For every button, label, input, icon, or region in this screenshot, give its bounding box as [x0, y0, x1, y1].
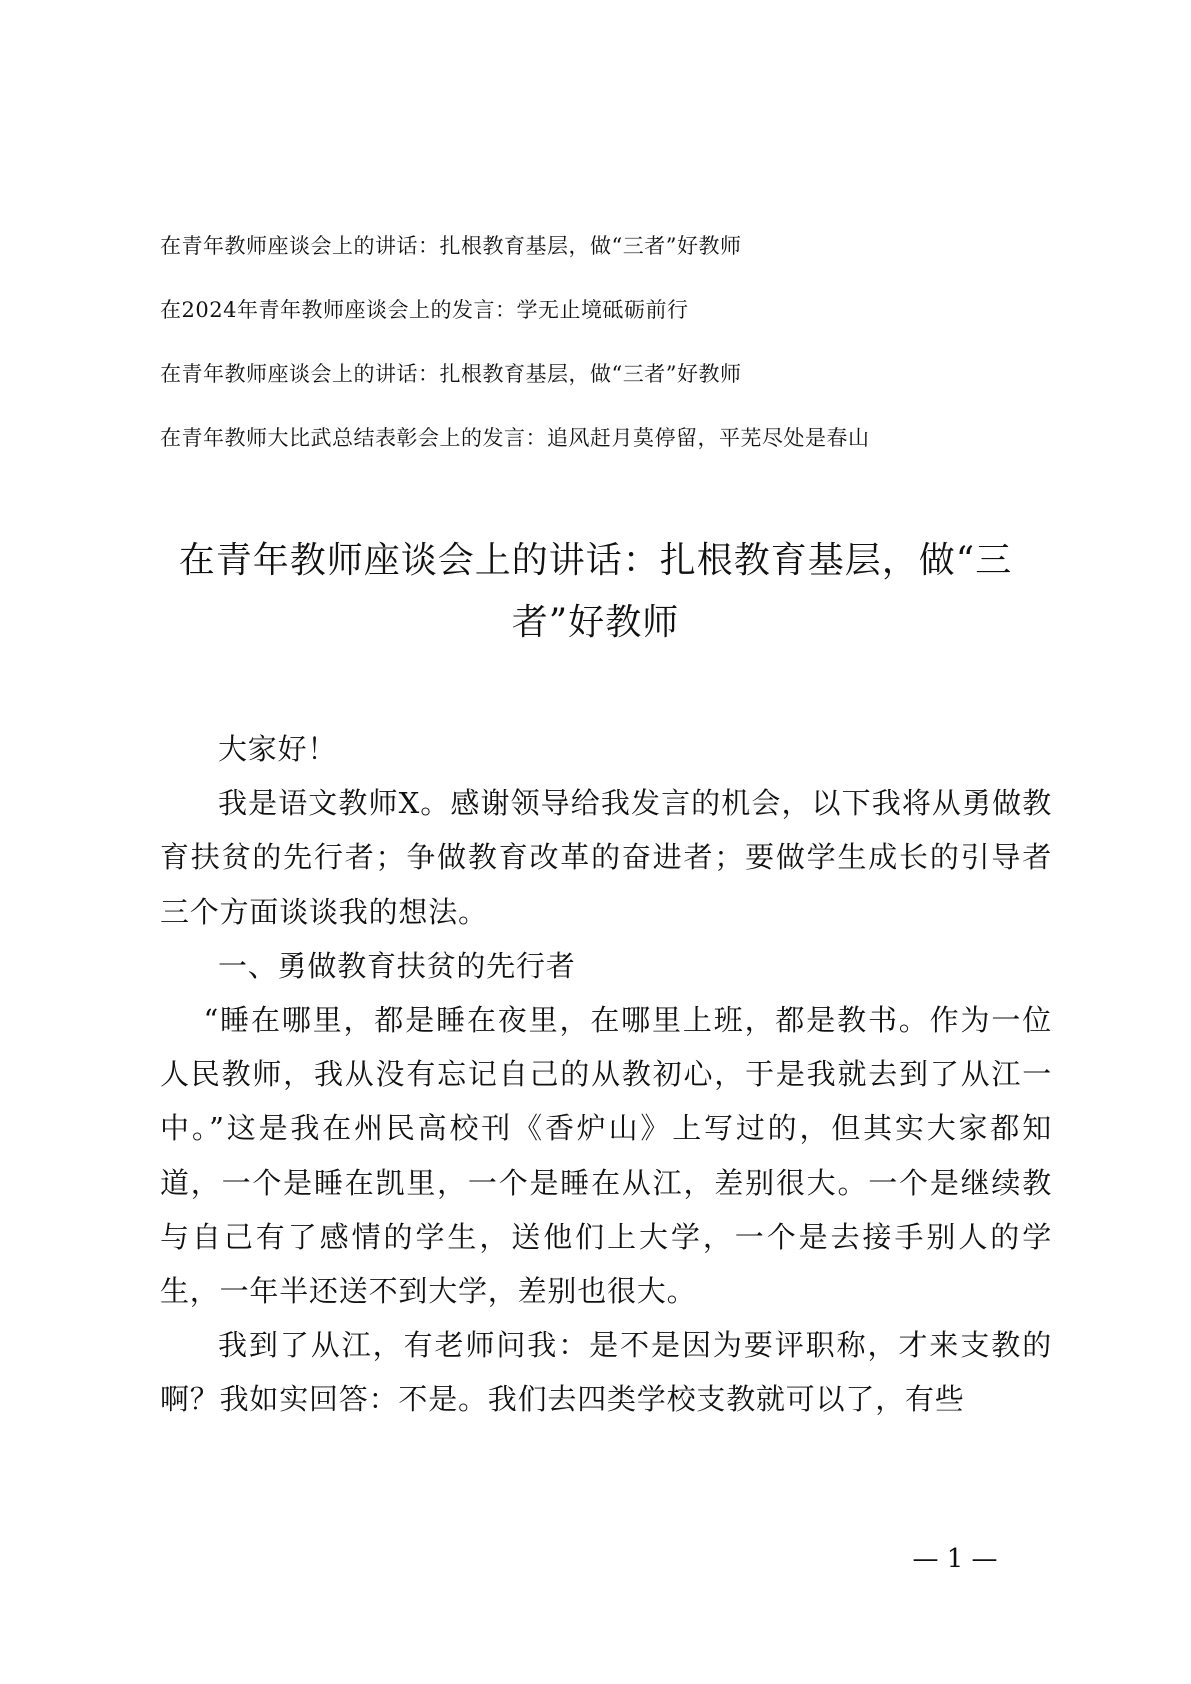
toc-item[interactable]: 在青年教师座谈会上的讲话：扎根教育基层，做“三者”好教师 [160, 234, 742, 258]
section-heading: 一、勇做教育扶贫的先行者 [218, 948, 576, 983]
toc-item[interactable]: 在青年教师大比武总结表彰会上的发言：追风赶月莫停留，平芜尽处是春山 [160, 426, 870, 450]
document-title: 在青年教师座谈会上的讲话：扎根教育基层，做“三者”好教师 [178, 540, 1013, 643]
body-paragraph: 我到了从江，有老师问我：是不是因为要评职称，才来支教的啊？我如实回答：不是。我们去四类学校支教就可以了，有些 [160, 1328, 1052, 1417]
page-number: — 1 — [912, 1544, 998, 1574]
toc-item[interactable]: 在青年教师座谈会上的讲话：扎根教育基层，做“三者”好教师 [160, 362, 742, 386]
toc-item[interactable]: 在2024年青年教师座谈会上的发言：学无止境砥砺前行 [160, 298, 689, 322]
body-paragraph: “睡在哪里，都是睡在夜里，在哪里上班，都是教书。作为一位人民教师，我从没有忘记自己的从教初心，于是我就去到了从江一中。”这是我在州民高校刊《香炉山》上写过的，但其实大家都知道，一个是睡在凯里，一个是睡在从江，差别很大。一个是继续教与自己有了感情的学生，送他们上大学，一个是去接手别人的学生，一年半还送不到大学，差别也很大。 [160, 1003, 1052, 1309]
table-of-contents [160, 232, 1060, 488]
intro-paragraph: 我是语文教师X。感谢领导给我发言的机会，以下我将从勇做教育扶贫的先行者；争做教育改革的奋进者；要做学生成长的引导者三个方面谈谈我的想法。 [160, 786, 1052, 929]
document-body [160, 722, 1052, 1427]
greeting-paragraph: 大家好！ [218, 732, 338, 766]
